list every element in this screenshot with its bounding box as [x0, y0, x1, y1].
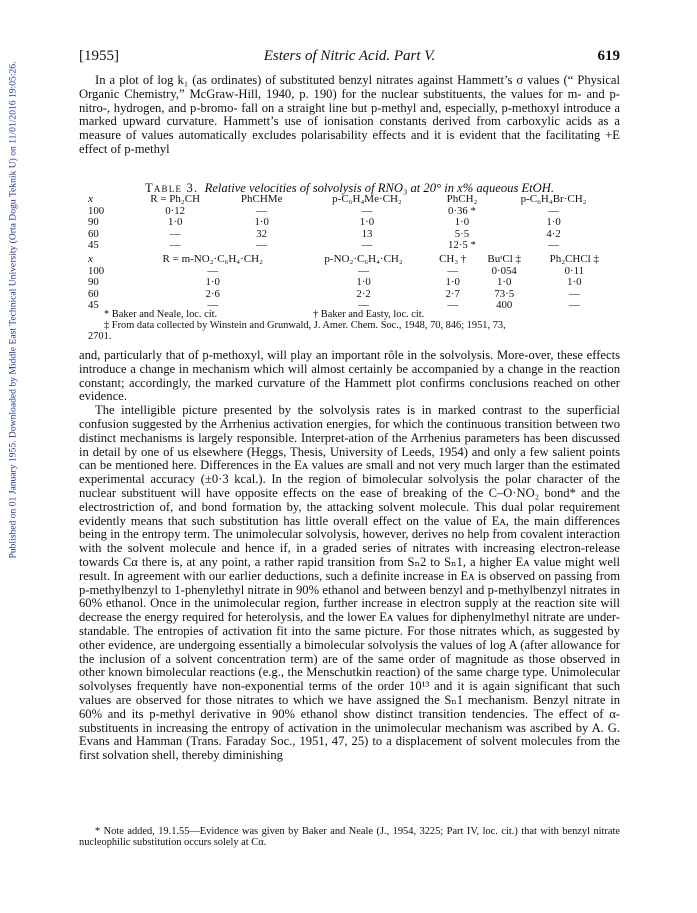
table-header-cell: CH₃ †	[439, 253, 467, 265]
table-block-1	[88, 194, 616, 252]
table-cell: 45	[88, 239, 99, 251]
table-cell: 0·11	[564, 264, 584, 277]
table-row	[88, 266, 616, 278]
table-header-row	[88, 254, 616, 266]
table-cell: —	[361, 204, 373, 217]
table-cell: —	[447, 299, 459, 311]
table-cell: 1·0	[254, 216, 269, 228]
table-header-cell: BuᵗCl ‡	[487, 253, 522, 265]
table-cell: 90	[88, 276, 99, 288]
footnote	[79, 826, 620, 849]
table-cell: —	[447, 264, 459, 277]
main-text	[79, 349, 620, 763]
table-cell: 1·0	[445, 276, 460, 288]
table-cell: 1·0	[359, 216, 375, 228]
table-note-3: ‡ From data collected by Winstein and Grunwald, J. Amer. Chem. Soc., 1948, 70, 846; 1951, 73,	[104, 320, 506, 332]
table-cell: —	[169, 239, 181, 251]
table-cell: 0·054	[491, 264, 517, 277]
table-cell: 1·0	[356, 276, 371, 288]
table-cell: —	[169, 227, 181, 240]
table-row	[88, 289, 616, 301]
table-cell: —	[361, 239, 373, 251]
table-cell: 100	[88, 264, 105, 277]
table-cell: —	[568, 287, 580, 300]
download-notice-text: Published on 01 January 1955. Downloaded by Middle East Technical University (Orta Dogu Teknik U) on 11/01/2016 19:05:26.	[7, 61, 19, 559]
footnote-text: * Note added, 19.1.55—Evidence was given by Baker and Neale (J., 1954, 3225; Part IV, loc. cit.) that with benzyl nitrate nucleophilic substitution occurs solely at Cα.	[79, 826, 620, 849]
table-cell: 13	[361, 227, 373, 240]
table-cell: 2·6	[205, 287, 220, 300]
table-cell: 12·5 *	[448, 239, 476, 251]
table-cell: —	[548, 239, 559, 251]
header-title: Esters of Nitric Acid. Part V.	[263, 48, 436, 64]
table-cell: —	[568, 299, 580, 311]
paragraph-1	[79, 74, 620, 157]
table-cell: 73·5	[494, 287, 515, 300]
table-cell: 1·0	[205, 276, 220, 288]
table-row	[88, 217, 616, 229]
table-header-cell: p-NO₂·C₆H₄·CH₂	[324, 253, 403, 265]
table-cell: 1·0	[546, 216, 561, 228]
header-year: [1955]	[79, 48, 119, 64]
table-cell: 0·36 *	[448, 204, 476, 217]
table-block-2	[88, 254, 616, 312]
table-cell: —	[207, 264, 219, 277]
table-cell: —	[358, 264, 369, 277]
table-cell: 4·2	[546, 227, 561, 240]
table-title: Relative velocities of solvolysis of RNO₃ at 20° in x% aqueous EtOH.	[204, 181, 555, 195]
table-label: Table 3.	[144, 181, 199, 195]
table-cell: 1·0	[454, 216, 470, 228]
table-header-cell: PhCHMe	[240, 193, 283, 205]
page-number: 619	[597, 48, 620, 64]
table-cell: 60	[88, 287, 99, 300]
table-cell: 1·0	[497, 276, 512, 288]
table-cell: 1·0	[567, 276, 582, 288]
table-cell: 400	[496, 299, 513, 311]
table-cell: —	[256, 204, 268, 217]
table-cell: 45	[88, 299, 99, 311]
table-cell: —	[548, 204, 559, 217]
table-header-cell: x	[88, 253, 93, 265]
table-note-2: † Baker and Easty, loc. cit.	[313, 309, 425, 320]
table-cell: 0·12	[165, 204, 186, 217]
table-cell: 1·0	[167, 216, 183, 228]
table-note-1: * Baker and Neale, loc. cit.	[104, 309, 218, 320]
table-cell: —	[358, 299, 369, 311]
table-cell: 2·2	[356, 287, 371, 300]
table-header-cell: Ph₂CHCl ‡	[549, 253, 599, 265]
table-cell: 60	[88, 227, 99, 240]
table-cell: 90	[88, 216, 99, 228]
table-header-cell: R = m-NO₂·C₆H₄·CH₂	[162, 253, 263, 265]
table-header-cell: p-C₆H₄Br·CH₂	[520, 193, 587, 205]
running-header	[79, 48, 620, 66]
table-header-cell: R = Ph₂CH	[150, 193, 201, 205]
table-row	[88, 229, 616, 241]
download-notice	[6, 30, 20, 590]
table-cell: 2·7	[445, 287, 460, 300]
table-notes	[88, 309, 618, 343]
table-cell: 100	[88, 204, 105, 217]
table-row	[88, 277, 616, 289]
paragraph-1-text: In a plot of log k₁ (as ordinates) of substituted benzyl nitrates against Hammett’s σ values (“ Physical Organic Chemistry,” McGraw-Hill, 1940, p. 190) for the nuclear substituents, the values for m- and p-nitro-, hydrogen, and p-bromo- fall on a straight line but p-methyl and, especially, p-methoxyl introduce a marked upward curvature. Hammett’s use of ionisation constants derived from carboxylic acids as a measure of values automatically excludes polarisability effects and it is evident that the facilitating +E effect of p-methyl	[79, 73, 620, 156]
table-header-cell: p-C₆H₄Me·CH₂	[332, 193, 402, 205]
table-cell: —	[207, 299, 219, 311]
table-header-cell: PhCH₂	[446, 193, 478, 205]
paragraph-3: The intelligible picture presented by the solvolysis rates is in marked contrast to the superficial confusion suggested by the Arrhenius activation energies, for which the continuous transition between two distinct mechanisms is largely responsible. Interpret-ation of the Arrhenius parameters has been discussed in detail by one of us elsewhere (Heggs, Thesis, University of Leeds, 1954) and only a few salient points can be mentioned here. Differences in the Eᴀ values are small and not very much larger than the estimated experimental accuracy (±0·3 kcal.). In the region of bimolecular solvolysis the polar character of the nuclear substituent will have opposite effects on the ease of breaking of the C–O·NO₂ bond* and the electrostriction of, and bond formation by, the attacking solvent molecule. This dual polar requirement evidently means that such substitution has little overall effect on the value of Eᴀ, the main differences being in the entropy term. The unimolecular solvolysis, however, derives no help from covalent interaction with the solvent molecule and hence if, in a graded series of nitrates with increasing electron-release towards Cα there is, at any point, a rather rapid transition from Sₙ2 to Sₙ1, a higher Eᴀ value might well result. In agreement with our earlier deductions, such a definite increase in Eᴀ is observed on passing from p-methylbenzyl to 1-phenylethyl nitrate in 90% ethanol and between benzyl and p-methylbenzyl nitrates in 60% ethanol. Once in the unimolecular region, further increase in electron supply at the reaction site will decrease the energy required for heterolysis, and the lower Eᴀ values for diphenylmethyl nitrate are under-standable. The entropies of activation fit into the same picture. For those nitrates which, as suggested by other evidence, are undergoing essentially a bimolecular solvolysis the values of log A (after allowance for the inclusion of a solvent concentration term) are of the same order of magnitude as those observed in other known bimolecular reactions (e.g., the Menschutkin reaction) of the same charge type. Unimolecular solvolyses frequently have non-exponential terms of the order 10¹³ and it is again significant that such values are observed for those nitrates to which we have assigned the Sₙ1 mechanism. Benzyl nitrate in 60% and its p-methyl derivative in 90% ethanol show distinct transition tendencies. The effect of α-substituents in increasing the entropy of activation in the unimolecular mechanism was ascribed by A. G. Evans and Hamman (Trans. Faraday Soc., 1951, 47, 25) to a displacement of solvent molecules from the first solvation shell, thereby diminishing	[79, 403, 620, 763]
table-header-row	[88, 194, 616, 206]
table-header-cell: x	[88, 193, 93, 205]
table-note-3-cont: 2701.	[88, 331, 112, 343]
table-row	[88, 240, 616, 252]
table-cell: 32	[256, 227, 268, 240]
paragraph-2: and, particularly that of p-methoxyl, will play an important rôle in the solvolysis. More-over, these effects introduce a change in mechanism which will almost certainly be accompanied by a change in the reaction constant; accordingly, the marked curvature of the Hammett plot confirms conclusions reached on other evidence.	[79, 348, 620, 404]
table-cell: —	[256, 239, 268, 251]
table-cell: 5·5	[454, 227, 470, 240]
